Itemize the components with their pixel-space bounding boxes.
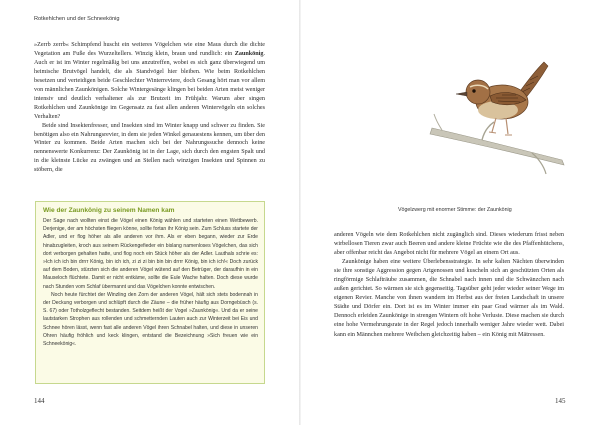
info-box-paragraph: Noch heute fürchtet der Winzling den Zorn der anderen Vögel, hält sich stets bodennah in der Deckung verborgen und schlüpft durch die Zäune – die früher häufig aus Dorngebüsch (s. S. 67) oder Totholzgeflecht bestanden. Seitdem heißt der Vogel »Zaunkönig«. Und da er seine lautstarken Strophen aus rollenden und schmetternden Lauten auch zur Winterzeit bei Eis und Schnee hören lässt, wenn fast alle anderen Vögel ihren Schnabel halten, und diese in unseren Ohren häufig fröhlich und keck klingen, entstand die Bezeichnung »Sich freuen wie ein Schneekönig«. bbox=[43, 291, 258, 348]
paragraph-text: . Auch er ist im Winter regelmäßig bei uns anzutreffen, wobei es sich ganz überwiegend um heimische Brutvögel handelt, die als Standvögel hier bleiben. Wie beim Rotkehlchen besetzen und verteidigen beide Geschlechter Winterreviere, doch Gesang hört man vor allem von männlichen Zaunkönigen. Solche Wintergesänge klingen bei beiden Arten meist weniger intensiv und deutlich verhaltener als zur Brutzeit im Frühjahr. Warum aber singen Rotkehlchen und Zaunkönige im Gegensatz zu fast allen anderen Wintervögeln ein solches Verhalten? bbox=[34, 50, 265, 120]
paragraph-text: »Zerrb zerrb« Schimpfend huscht ein weiteres Vögelchen wie eine Maus durch die dichte Vegetation am Fuße des Wurzeltellers. Winzig klein, braun und rundlich: ein bbox=[34, 42, 265, 57]
right-page bbox=[300, 0, 600, 425]
info-box bbox=[35, 201, 265, 384]
page-number: 144 bbox=[34, 397, 45, 405]
wren-illustration bbox=[412, 40, 582, 180]
paragraph-text: Beide sind Insektenfresser, und Insekten sind im Winter knapp und schwer zu finden. Sie benötigen also ein Nahrungsrevier, in dem sie jeden Winkel genauestens kennen, um über den Winter zu kommen. Beide Arten machen sich bei der Nahrungssuche dennoch keine nennenswerte Konkurrenz: Der Zaunkönig ist in der Lage, sich durch den engsten Spalt und in die kleinste Lücke zu zwängen und an Stellen nach winzigen Insekten und Spinnen zu stöbern, die bbox=[34, 122, 265, 174]
species-name: Zaunkönig bbox=[234, 50, 264, 57]
info-box-text bbox=[43, 217, 258, 348]
info-box-paragraph: Der Sage nach wollten einst die Vögel einen König wählen und starteten einen Wettbewerb. Derjenige, der am höchsten fliegen könne, sollte fortan ihr König sein. Zum Schluss startete der Adler, und er flog höher als alle anderen vor ihm. Als er eben begann, wieder zur Erde hinabzugleiten, kroch aus seinem Rückengefieder ein bislang namenloses Vögelchen, das sich dort verborgen gehalten hatte, und flog noch ein Stück höher als der Adler. Lauthals schrie es: »Ich ich ich bin drrrr König, bin ich ich, zi zi zi bin bin bin drrrr König, bin ich ich!« Doch zurück auf dem Boden, stürzten sich die anderen Vögel wütend auf den Betrüger, der daraufhin in ein Mauseloch flüchtete. Damit er nicht entkäme, sollte die Eule Wache halten. Doch diese wurde nach Stunden vom Schlaf übermannt und das Vögelchen konnte entwischen. bbox=[43, 218, 258, 290]
paragraph bbox=[34, 122, 265, 176]
paragraph: anderen Vögeln wie dem Rotkehlchen nicht zugänglich sind. Dieses wiederum frisst neben wirbellosen Tieren zwar auch Beeren und andere kleine Früchte wie die des Pfaffenhütchens, aber offenbar reicht das Angebot nicht für mehrere Vögel an einem Ort aus. bbox=[334, 232, 564, 257]
page-number: 145 bbox=[555, 397, 566, 405]
figure-caption: Vögelzwerg mit enormer Stimme: der Zaunkönig bbox=[398, 207, 512, 213]
paragraph: Zaunkönige haben eine weitere Überlebensstrategie. In sehr kalten Nächten überwinden sie ihre sonstige Aggression gegen Artgenossen und kuscheln sich an geschützten Orten als ringförmige Schlafträube zusammen, die Schnabel nach innen und die Schwänzchen nach außen gerichtet. So wärmen sie sich gegenseitig. Tagsüber geht jeder wieder seiner Wege im eigenen Revier. Manche von ihnen wandern im Herbst aus der freien Landschaft in unsere Städte und Dörfer ein. Dort ist es im Winter immer ein paar Grad wärmer als im Wald. Dennoch erleiden Zaunkönige in strengen Wintern oft hohe Verluste. Diese machen sie durch eine hohe Vermehrungsrate in der Regel jedoch innerhalb weniger Jahre wieder wett. Dabei kann ein Männchen mehrere Weibchen gleichzeitig haben – ein König mit Mätressen. bbox=[334, 259, 564, 338]
right-body-text bbox=[334, 231, 564, 340]
paragraph bbox=[34, 41, 265, 122]
info-box-title: Wie der Zaunkönig zu seinem Namen kam bbox=[43, 207, 175, 214]
left-body-text bbox=[34, 41, 265, 175]
running-head: Rotkehlchen und der Schneekönig bbox=[34, 16, 120, 22]
